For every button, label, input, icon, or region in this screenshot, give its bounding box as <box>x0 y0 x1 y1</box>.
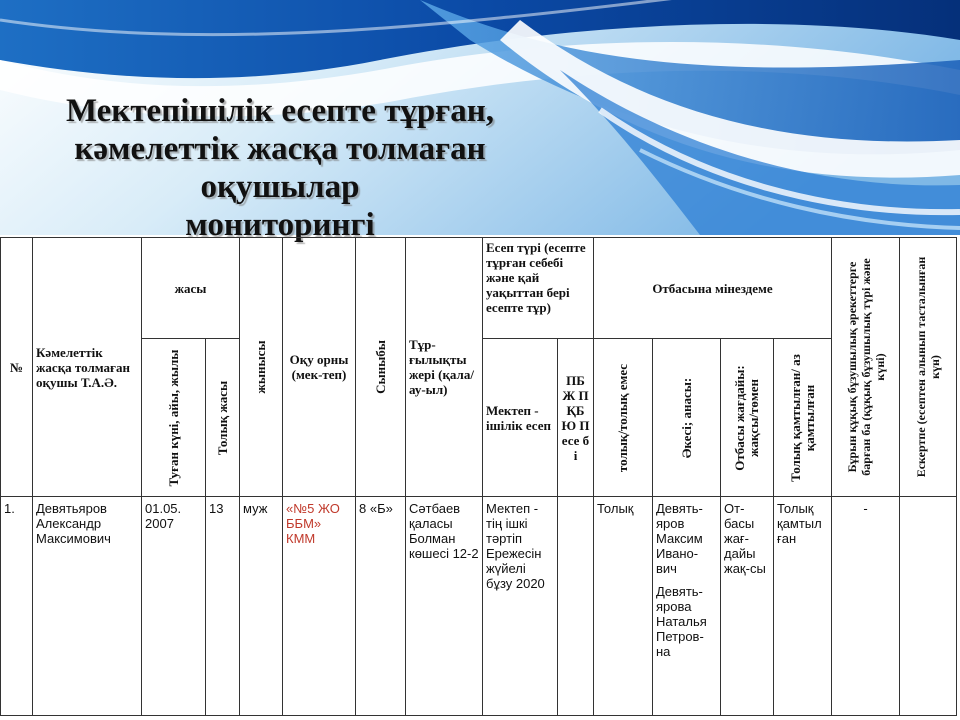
cell-name: Девятьяров Александр Максимович <box>33 497 142 716</box>
cell-birth-date: 01.05. 2007 <box>142 497 206 716</box>
header-pdn: ПБ Ж П ҚБ Ю П есе бі <box>558 339 594 497</box>
title-line-1: Мектепішілік есепте тұрған, <box>65 93 495 129</box>
header-note <box>900 238 957 497</box>
cell-school: «№5 ЖО ББМ» КММ <box>283 497 356 716</box>
cell-family-provision: Толық қамтыл ған <box>774 497 832 716</box>
header-class <box>356 238 406 497</box>
cell-father: Девять-яров Максим Ивано-вич <box>656 501 703 576</box>
header-birth-date <box>142 339 206 497</box>
cell-previous-offense: - <box>832 497 900 716</box>
header-school-record: Мектеп - ішілік есеп <box>483 339 558 497</box>
header-family-condition-label: Отбасы жағдайы: жақсы/төмен <box>732 364 761 471</box>
cell-address: Сәтбаев қаласы Болман көшесі 12-2 <box>406 497 483 716</box>
header-row-1 <box>1 238 957 339</box>
cell-note <box>900 497 957 716</box>
header-family-full-label: толық/толық емес <box>615 363 630 472</box>
header-previous-offense-label: Бұрын құқық бұзушылық әрекеттерге барған ба (құқық бұзушылық түрі және күні) <box>844 258 887 476</box>
cell-family-condition: От-басы жағ-дайы жақ-сы <box>721 497 774 716</box>
header-school: Оқу орны (мек-теп) <box>283 238 356 497</box>
header-family-provision-label: Толық қамтылған/ аз қамтылған <box>787 353 817 482</box>
cell-class: 8 «Б» <box>356 497 406 716</box>
cell-full-age: 13 <box>206 497 240 716</box>
header-family-provision <box>774 339 832 497</box>
header-record-type-group: Есеп түрі (есепте тұрған себебі және қай уақыттан бері есепте тұр) <box>483 238 594 339</box>
header-family-full <box>594 339 653 497</box>
header-full-age-label: Толық жасы <box>214 380 230 455</box>
cell-pdn <box>558 497 594 716</box>
header-parents-label: Әкесі; анасы: <box>678 377 694 458</box>
header-class-label: Сыныбы <box>372 340 388 394</box>
cell-family-full: Толық <box>594 497 653 716</box>
header-gender <box>240 238 283 497</box>
title-line-2: кәмелеттік жасқа толмаған оқушылар <box>74 131 486 205</box>
header-no: № <box>1 238 33 497</box>
header-age-group: жасы <box>142 238 240 339</box>
monitoring-table <box>0 237 957 716</box>
header-previous-offense <box>832 238 900 497</box>
cell-mother: Девять-ярова Наталья Петров-на <box>656 584 707 659</box>
title-line-3: мониторингі <box>185 207 375 243</box>
header-family-condition <box>721 339 774 497</box>
slide-title <box>0 92 560 244</box>
cell-school-record: Мектеп - тің ішкі тәртіп Ережесін жүйелі бұзу 2020 <box>483 497 558 716</box>
header-address: Тұр-ғылықты жері (қала/ау-ыл) <box>406 238 483 497</box>
header-birth-date-label: Туған күні, айы, жылы <box>165 349 181 486</box>
header-full-age <box>206 339 240 497</box>
header-parents <box>653 339 721 497</box>
header-gender-label: жынысы <box>253 340 268 394</box>
cell-gender: муж <box>240 497 283 716</box>
cell-no: 1. <box>1 497 33 716</box>
cell-parents <box>653 497 721 716</box>
header-family-group: Отбасына мінездеме <box>594 238 832 339</box>
table-row <box>1 497 957 716</box>
header-name: Кәмелеттік жасқа толмаған оқушы Т.А.Ә. <box>33 238 142 497</box>
header-note-label: Ескертпе (есептен алынып тасталынған күн) <box>914 256 942 478</box>
